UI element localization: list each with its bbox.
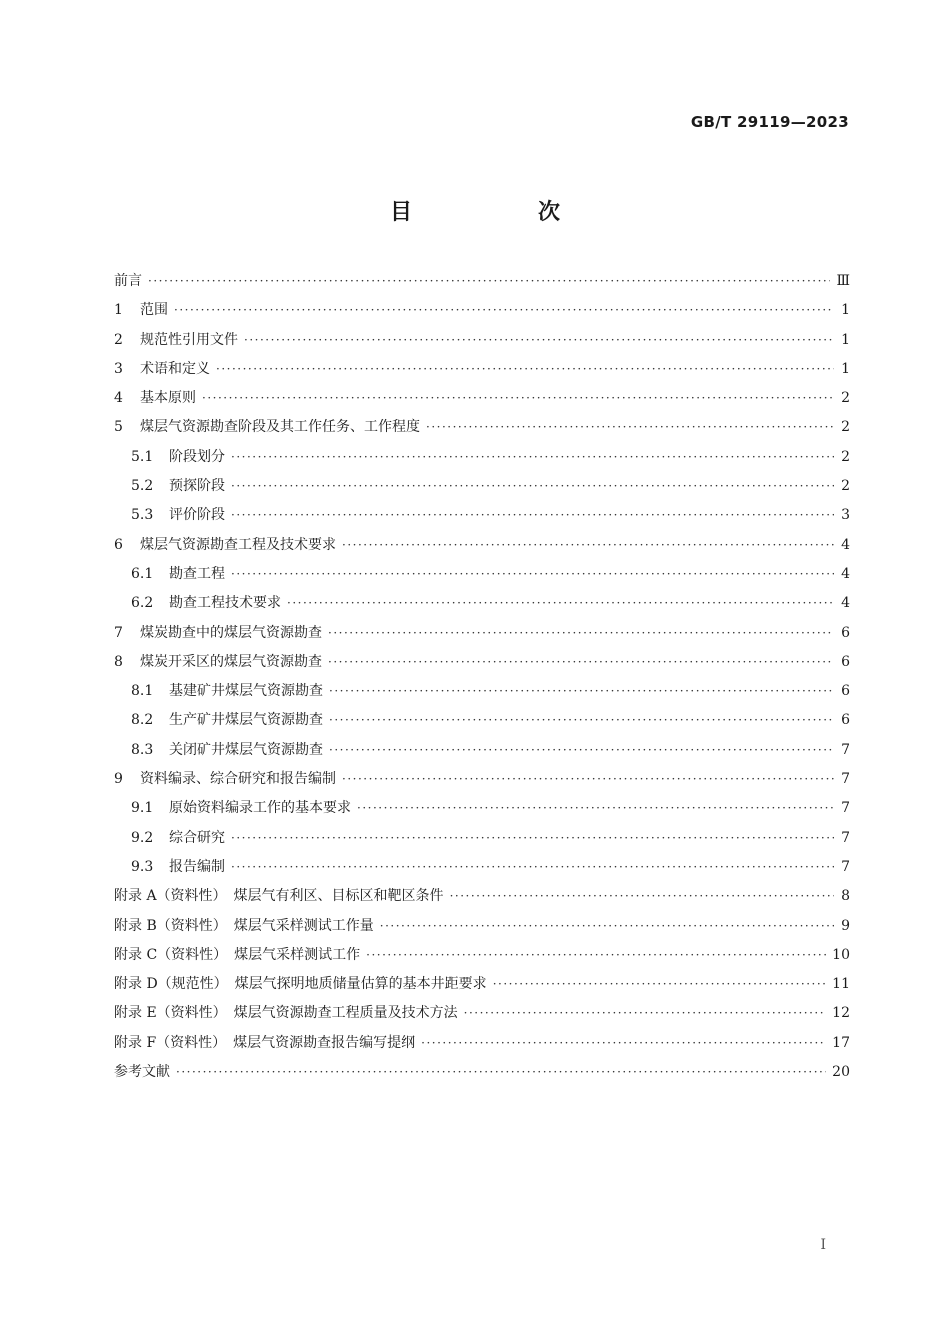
toc-entry-page: 2 (841, 448, 850, 465)
toc-entry[interactable] (114, 1032, 850, 1061)
toc-entry[interactable] (114, 709, 850, 738)
toc-entry-page: 1 (841, 360, 850, 377)
toc-dot-leader (231, 860, 834, 874)
toc-dot-leader (342, 538, 834, 552)
toc-entry-number: 6 (114, 536, 123, 553)
toc-entry[interactable] (114, 856, 850, 885)
toc-dot-leader (357, 801, 834, 815)
toc-entry-number: 8.3 (131, 741, 154, 758)
toc-entry-page: 2 (841, 478, 850, 495)
toc-entry-page: 2 (841, 390, 850, 407)
toc-entry-label: 评价阶段 (169, 507, 225, 524)
toc-entry-label: 煤层气资源勘查阶段及其工作任务、工作程度 (140, 419, 420, 436)
toc-entry-number: 4 (114, 390, 123, 407)
toc-dot-leader (231, 450, 834, 464)
toc-entry[interactable] (114, 1002, 850, 1031)
toc-entry-number: 1 (114, 302, 123, 319)
toc-entry-label: 附录 E（资料性） 煤层气资源勘查工程质量及技术方法 (114, 1005, 458, 1022)
toc-dot-leader (421, 1036, 826, 1050)
table-of-contents (114, 270, 850, 1090)
toc-entry-page: 7 (841, 800, 850, 817)
toc-entry[interactable] (114, 270, 850, 299)
toc-entry[interactable] (114, 299, 850, 328)
toc-dot-leader (426, 420, 834, 434)
toc-entry-page: 8 (841, 888, 850, 905)
toc-entry-number: 6.2 (131, 595, 154, 612)
toc-entry-number: 5 (114, 419, 123, 436)
toc-entry-label: 原始资料编录工作的基本要求 (169, 800, 351, 817)
toc-dot-leader (342, 772, 834, 786)
toc-entry-label: 术语和定义 (140, 360, 210, 377)
toc-entry-page: 1 (841, 331, 850, 348)
toc-dot-leader (231, 479, 834, 493)
toc-entry[interactable] (114, 387, 850, 416)
toc-entry-page: 4 (841, 536, 850, 553)
toc-entry[interactable] (114, 416, 850, 445)
toc-entry-number: 7 (114, 624, 123, 641)
toc-dot-leader (329, 713, 834, 727)
toc-entry-page: 7 (841, 771, 850, 788)
toc-entry-number: 5.2 (131, 478, 154, 495)
toc-dot-leader (176, 1065, 826, 1079)
page-title: 目 次 (389, 199, 612, 225)
toc-entry-number: 9.3 (131, 858, 154, 875)
toc-entry[interactable] (114, 534, 850, 563)
toc-entry-label: 关闭矿井煤层气资源勘查 (169, 741, 323, 758)
toc-entry-label: 煤炭开采区的煤层气资源勘查 (140, 653, 322, 670)
toc-entry[interactable] (114, 1061, 850, 1090)
toc-entry[interactable] (114, 329, 850, 358)
toc-entry[interactable] (114, 827, 850, 856)
toc-entry[interactable] (114, 504, 850, 533)
toc-entry[interactable] (114, 622, 850, 651)
toc-entry-label: 规范性引用文件 (140, 331, 238, 348)
toc-entry-label: 参考文献 (114, 1064, 170, 1081)
toc-entry-label: 附录 F（资料性） 煤层气资源勘查报告编写提纲 (114, 1034, 416, 1051)
toc-entry-page: 4 (841, 595, 850, 612)
toc-entry[interactable] (114, 680, 850, 709)
toc-dot-leader (380, 919, 834, 933)
toc-entry-number: 9.2 (131, 829, 154, 846)
toc-dot-leader (450, 889, 834, 903)
toc-entry-number: 8.1 (131, 683, 154, 700)
toc-dot-leader (329, 743, 834, 757)
toc-entry[interactable] (114, 563, 850, 592)
toc-entry-page: 2 (841, 419, 850, 436)
toc-entry-page: 6 (841, 712, 850, 729)
toc-dot-leader (366, 948, 826, 962)
toc-entry-label: 预探阶段 (169, 478, 225, 495)
toc-entry-page: Ⅲ (836, 273, 850, 289)
toc-entry-label: 综合研究 (169, 829, 225, 846)
toc-entry-label: 基本原则 (140, 390, 196, 407)
toc-dot-leader (244, 333, 834, 347)
toc-entry[interactable] (114, 973, 850, 1002)
toc-entry-page: 7 (841, 741, 850, 758)
toc-dot-leader (202, 391, 834, 405)
toc-entry-page: 20 (832, 1064, 850, 1081)
toc-entry-label: 报告编制 (169, 858, 225, 875)
toc-entry[interactable] (114, 768, 850, 797)
toc-entry-label: 勘查工程技术要求 (169, 595, 281, 612)
toc-entry-page: 17 (832, 1034, 850, 1051)
toc-entry-label: 生产矿井煤层气资源勘查 (169, 712, 323, 729)
toc-entry-number: 5.3 (131, 507, 154, 524)
toc-entry-page: 11 (832, 976, 850, 993)
toc-entry-label: 范围 (140, 302, 168, 319)
toc-entry[interactable] (114, 651, 850, 680)
toc-dot-leader (329, 684, 834, 698)
toc-entry-label: 阶段划分 (169, 448, 225, 465)
toc-entry-label: 基建矿井煤层气资源勘查 (169, 683, 323, 700)
toc-entry[interactable] (114, 797, 850, 826)
toc-entry-page: 12 (832, 1005, 850, 1022)
toc-entry-number: 6.1 (131, 565, 154, 582)
standard-code: GB/T 29119—2023 (690, 113, 849, 131)
toc-entry-number: 3 (114, 360, 123, 377)
toc-entry-label: 附录 D（规范性） 煤层气探明地质储量估算的基本井距要求 (114, 976, 487, 993)
toc-entry-label: 附录 A（资料性） 煤层气有利区、目标区和靶区条件 (114, 888, 444, 905)
toc-entry-page: 7 (841, 829, 850, 846)
toc-entry-number: 5.1 (131, 448, 154, 465)
toc-dot-leader (174, 303, 834, 317)
toc-entry-number: 9 (114, 771, 123, 788)
toc-dot-leader (493, 977, 826, 991)
toc-dot-leader (328, 626, 834, 640)
toc-entry-number: 8.2 (131, 712, 154, 729)
toc-entry[interactable] (114, 944, 850, 973)
toc-entry-label: 附录 C（资料性） 煤层气采样测试工作 (114, 946, 361, 963)
page-number: I (820, 1237, 826, 1253)
toc-entry[interactable] (114, 446, 850, 475)
toc-entry-label: 煤炭勘查中的煤层气资源勘查 (140, 624, 322, 641)
toc-entry-label: 勘查工程 (169, 565, 225, 582)
toc-entry-label: 附录 B（资料性） 煤层气采样测试工作量 (114, 917, 374, 934)
toc-entry-number: 8 (114, 653, 123, 670)
toc-entry-label: 前言 (114, 273, 142, 289)
toc-entry[interactable] (114, 739, 850, 768)
toc-entry-page: 7 (841, 858, 850, 875)
toc-entry-label: 煤层气资源勘查工程及技术要求 (140, 536, 336, 553)
toc-dot-leader (148, 274, 830, 288)
toc-entry-page: 6 (841, 683, 850, 700)
toc-entry-page: 6 (841, 653, 850, 670)
toc-dot-leader (231, 831, 834, 845)
toc-entry-label: 资料编录、综合研究和报告编制 (140, 771, 336, 788)
toc-dot-leader (231, 567, 834, 581)
toc-entry-number: 9.1 (131, 800, 154, 817)
toc-entry[interactable] (114, 592, 850, 621)
toc-entry-number: 2 (114, 331, 123, 348)
toc-entry-page: 6 (841, 624, 850, 641)
toc-entry[interactable] (114, 915, 850, 944)
toc-entry-page: 4 (841, 565, 850, 582)
toc-dot-leader (287, 596, 834, 610)
toc-entry[interactable] (114, 475, 850, 504)
toc-dot-leader (464, 1006, 827, 1020)
toc-entry-page: 3 (841, 507, 850, 524)
toc-entry-page: 9 (841, 917, 850, 934)
toc-entry-page: 10 (832, 946, 850, 963)
toc-dot-leader (231, 508, 834, 522)
toc-dot-leader (216, 362, 834, 376)
toc-entry[interactable] (114, 358, 850, 387)
toc-dot-leader (328, 655, 834, 669)
toc-entry-page: 1 (841, 302, 850, 319)
toc-entry[interactable] (114, 885, 850, 914)
